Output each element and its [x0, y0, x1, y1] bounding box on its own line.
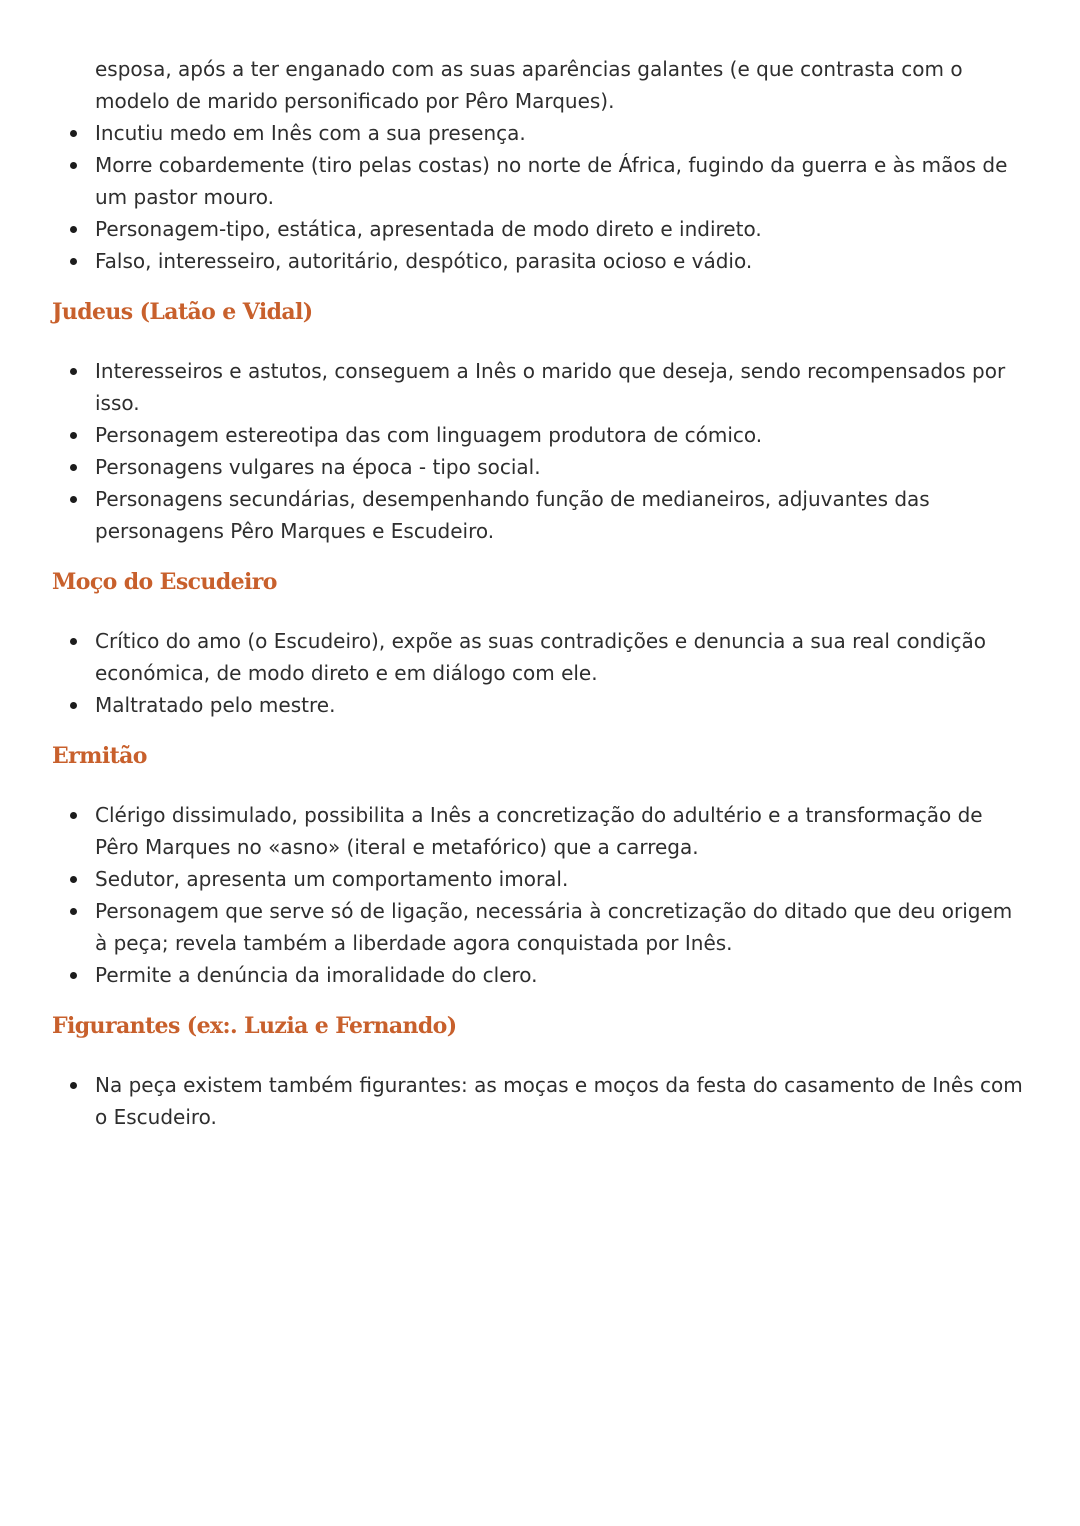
- list-item: [52, 625, 1030, 689]
- document-section: [52, 297, 1030, 547]
- list-item: [52, 419, 1030, 451]
- list-item-text: Falso, interesseiro, autoritário, despótico, parasita ocioso e vádio.: [95, 249, 753, 273]
- section-heading: Moço do Escudeiro: [52, 569, 277, 595]
- list-item: [52, 149, 1030, 213]
- list-item: [52, 245, 1030, 277]
- document-section: [52, 53, 1030, 277]
- list-item: [52, 483, 1030, 547]
- section-heading: Ermitão: [52, 743, 147, 769]
- list-item-text: Personagens vulgares na época - tipo social.: [95, 455, 541, 479]
- list-item: [52, 959, 1030, 991]
- list-item-text: Morre cobardemente (tiro pelas costas) no norte de África, fugindo da guerra e às mãos de um pastor mouro.: [95, 153, 1008, 209]
- section-heading: Figurantes (ex:. Luzia e Fernando): [52, 1013, 457, 1039]
- list-item-continuation: [52, 53, 1030, 117]
- list-item: [52, 117, 1030, 149]
- list-item-text: Interesseiros e astutos, conseguem a Inês o marido que deseja, sendo recompensados por isso.: [95, 359, 1006, 415]
- bullet-list: [52, 53, 1030, 277]
- list-item-text: Na peça existem também figurantes: as moças e moços da festa do casamento de Inês com o Escudeiro.: [95, 1073, 1023, 1129]
- list-item-text: Personagem-tipo, estática, apresentada de modo direto e indireto.: [95, 217, 762, 241]
- list-item: [52, 1069, 1030, 1133]
- list-item: [52, 799, 1030, 863]
- list-item-text: Permite a denúncia da imoralidade do clero.: [95, 963, 538, 987]
- list-item: [52, 863, 1030, 895]
- list-item-text: Personagem que serve só de ligação, necessária à concretização do ditado que deu origem à peça; revela também a liberdade agora conquistada por Inês.: [95, 899, 1013, 955]
- list-item: [52, 689, 1030, 721]
- list-item-text: Maltratado pelo mestre.: [95, 693, 336, 717]
- document-section: [52, 741, 1030, 991]
- list-item-text: Personagem estereotipa das com linguagem produtora de cómico.: [95, 423, 763, 447]
- document-section: [52, 1011, 1030, 1133]
- list-item-text: Crítico do amo (o Escudeiro), expõe as suas contradições e denuncia a sua real condição económica, de modo direto e em diálogo com ele.: [95, 629, 986, 685]
- section-heading: Judeus (Latão e Vidal): [52, 299, 313, 325]
- list-item-text: Personagens secundárias, desempenhando função de medianeiros, adjuvantes das personagens Pêro Marques e Escudeiro.: [95, 487, 930, 543]
- list-item-text: esposa, após a ter enganado com as suas aparências galantes (e que contrasta com o modelo de marido personificado por Pêro Marques).: [95, 57, 963, 113]
- bullet-list: [52, 1069, 1030, 1133]
- list-item: [52, 355, 1030, 419]
- list-item: [52, 451, 1030, 483]
- list-item-text: Sedutor, apresenta um comportamento imoral.: [95, 867, 569, 891]
- list-item-text: Incutiu medo em Inês com a sua presença.: [95, 121, 526, 145]
- list-item: [52, 895, 1030, 959]
- document-section: [52, 567, 1030, 721]
- list-item-text: Clérigo dissimulado, possibilita a Inês a concretização do adultério e a transformação de Pêro Marques no «asno» (iteral e metafórico) que a carrega.: [95, 803, 983, 859]
- bullet-list: [52, 355, 1030, 547]
- list-item: [52, 213, 1030, 245]
- bullet-list: [52, 625, 1030, 721]
- bullet-list: [52, 799, 1030, 991]
